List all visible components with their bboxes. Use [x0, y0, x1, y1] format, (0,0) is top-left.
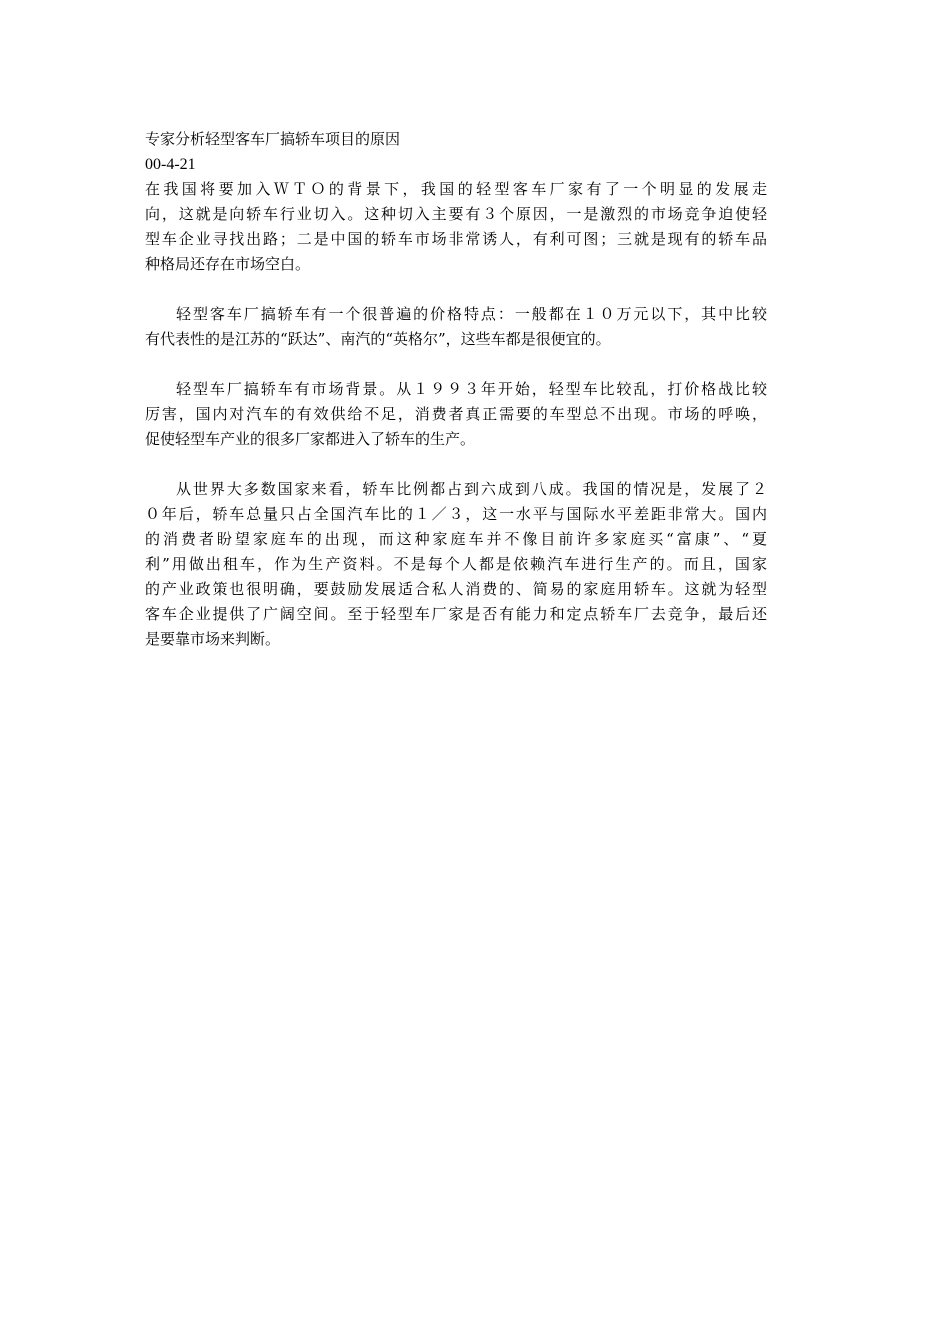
paragraph-line: 从世界大多数国家来看，轿车比例都占到六成到八成。我国的情况是，发展了２: [176, 480, 767, 498]
paragraph-spacer: [145, 452, 767, 477]
paragraph-line: 促使轻型车产业的很多厂家都进入了轿车的生产。: [145, 430, 476, 448]
paragraph-line: 客车企业提供了广阔空间。至于轻型车厂家是否有能力和定点轿车厂去竞争，最后还: [145, 605, 767, 623]
article-title: 专家分析轻型客车厂搞轿车项目的原因: [145, 130, 401, 148]
paragraph-spacer: [145, 277, 767, 302]
paragraph-line: 轻型客车厂搞轿车有一个很普遍的价格特点：一般都在１０万元以下，其中比较: [176, 305, 767, 323]
paragraph-line: 种格局还存在市场空白。: [145, 255, 311, 273]
paragraph-line: 有代表性的是江苏的“跃达”、南汽的“英格尔”，这些车都是很便宜的。: [145, 330, 611, 348]
paragraph-line: 的消费者盼望家庭车的出现，而这种家庭车并不像目前许多家庭买“富康”、“夏: [145, 530, 767, 548]
paragraph-line: 轻型车厂搞轿车有市场背景。从１９９３年开始，轻型车比较乱，打价格战比较: [176, 380, 767, 398]
paragraph-line: 厉害，国内对汽车的有效供给不足，消费者真正需要的车型总不出现。市场的呼唤，: [145, 405, 767, 423]
paragraph-3: [145, 377, 767, 452]
paragraph-2: [145, 302, 767, 352]
article-body: [145, 127, 767, 652]
paragraph-line: 是要靠市场来判断。: [145, 630, 281, 648]
paragraph-4: [145, 477, 767, 652]
paragraph-line: 利”用做出租车，作为生产资料。不是每个人都是依赖汽车进行生产的。而且，国家: [145, 555, 767, 573]
paragraph-spacer: [145, 352, 767, 377]
paragraph-line: 型车企业寻找出路；二是中国的轿车市场非常诱人，有利可图；三就是现有的轿车品: [145, 230, 767, 248]
paragraph-line: ０年后，轿车总量只占全国汽车比的１／３，这一水平与国际水平差距非常大。国内: [145, 505, 767, 523]
paragraph-line: 在我国将要加入ＷＴＯ的背景下，我国的轻型客车厂家有了一个明显的发展走: [145, 180, 767, 198]
paragraph-1: [145, 177, 767, 277]
paragraph-line: 的产业政策也很明确，要鼓励发展适合私人消费的、简易的家庭用轿车。这就为轻型: [145, 580, 767, 598]
paragraph-line: 向，这就是向轿车行业切入。这种切入主要有３个原因，一是激烈的市场竞争迫使轻: [145, 205, 767, 223]
article-date: 00-4-21: [145, 156, 196, 173]
